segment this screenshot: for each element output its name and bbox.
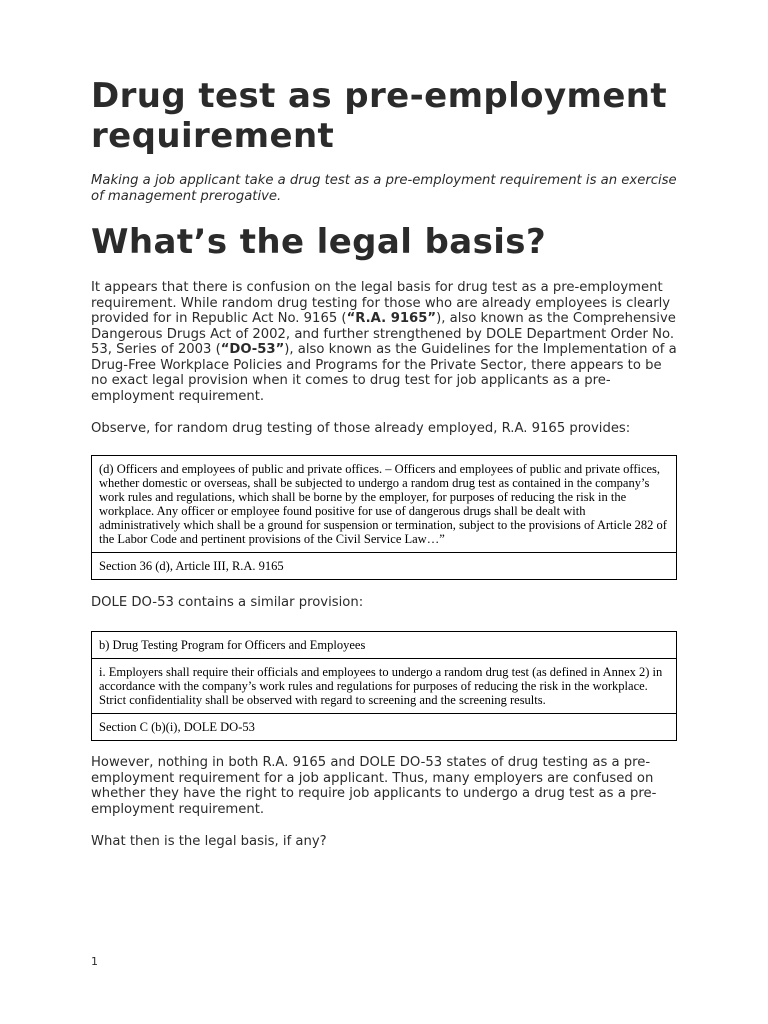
document-title: Drug test as pre-employment requirement [91,76,668,156]
ra-9165-term: “R.A. 9165” [346,311,437,326]
quote-text: (d) Officers and employees of public and private offices. – Officers and employees of public and private offices, whether domestic or overseas, shall be subjected to undergo a random drug test as contained in the company’s work rules and regulations, which shall be borne by the employer, for purposes of reducing the risk in the workplace. Any officer or employee found positive for use of dangerous drugs shall be dealt with administratively which shall be a ground for suspension or termination, subject to the provisions of Article 282 of the Labor Code and pertinent provisions of the Civil Service Law…” [99,461,667,546]
paragraph-observe: Observe, for random drug testing of those already employed, R.A. 9165 provides: [91,421,631,436]
document-page [91,76,681,850]
paragraph-text: ), also known as the Comprehensive Dangerous Drugs Act of 2002, and further strengthened by DOLE Department Order No. 53, Series of 2003 ( [91,311,676,357]
paragraph-however: However, nothing in both R.A. 9165 and DOLE DO-53 states of drug testing as a pre-employment requirement for a job applicant. Thus, many employers are confused on whether they have the right to require job applicants to undergo a drug test as a pre-employment requirement. [91,755,657,817]
dole-do-53-quote-box [91,631,677,741]
document-subtitle: Making a job applicant take a drug test as a pre-employment requirement is an exercise of management prerogative. [91,173,677,204]
paragraph-text: It appears that there is confusion on the legal basis for drug test as a pre-employment requirement. While random drug testing for those who are already employees is clearly provided for in Republic Act No. 9165 ( [91,280,671,326]
quote-text: i. Employers shall require their officials and employees to undergo a random drug test (as defined in Annex 2) in accordance with the company’s work rules and regulations for purposes of reducing the risk in the workplace. Strict confidentiality shall be observed with regard to screening and the screening results. [92,658,676,713]
quote-citation: Section 36 (d), Article III, R.A. 9165 [92,552,676,579]
paragraph-legal-basis [91,280,681,404]
quote-header: b) Drug Testing Program for Officers and Employees [99,638,366,652]
paragraph-dole: DOLE DO-53 contains a similar provision: [91,594,364,610]
ra-9165-quote-box [91,455,677,580]
paragraph-text: ), also known as the Guidelines for the Implementation of a Drug-Free Workplace Policies and Programs for the Private Sector, there appears to be no exact legal provision when it comes to drug test for job applicants as a pre-employment requirement. [91,342,677,404]
paragraph-question: What then is the legal basis, if any? [91,834,327,849]
page-number: 1 [91,955,98,968]
quote-citation: Section C (b)(i), DOLE DO-53 [92,713,676,740]
section-heading: What’s the legal basis? [91,222,547,262]
do-53-term: “DO-53” [220,342,285,357]
